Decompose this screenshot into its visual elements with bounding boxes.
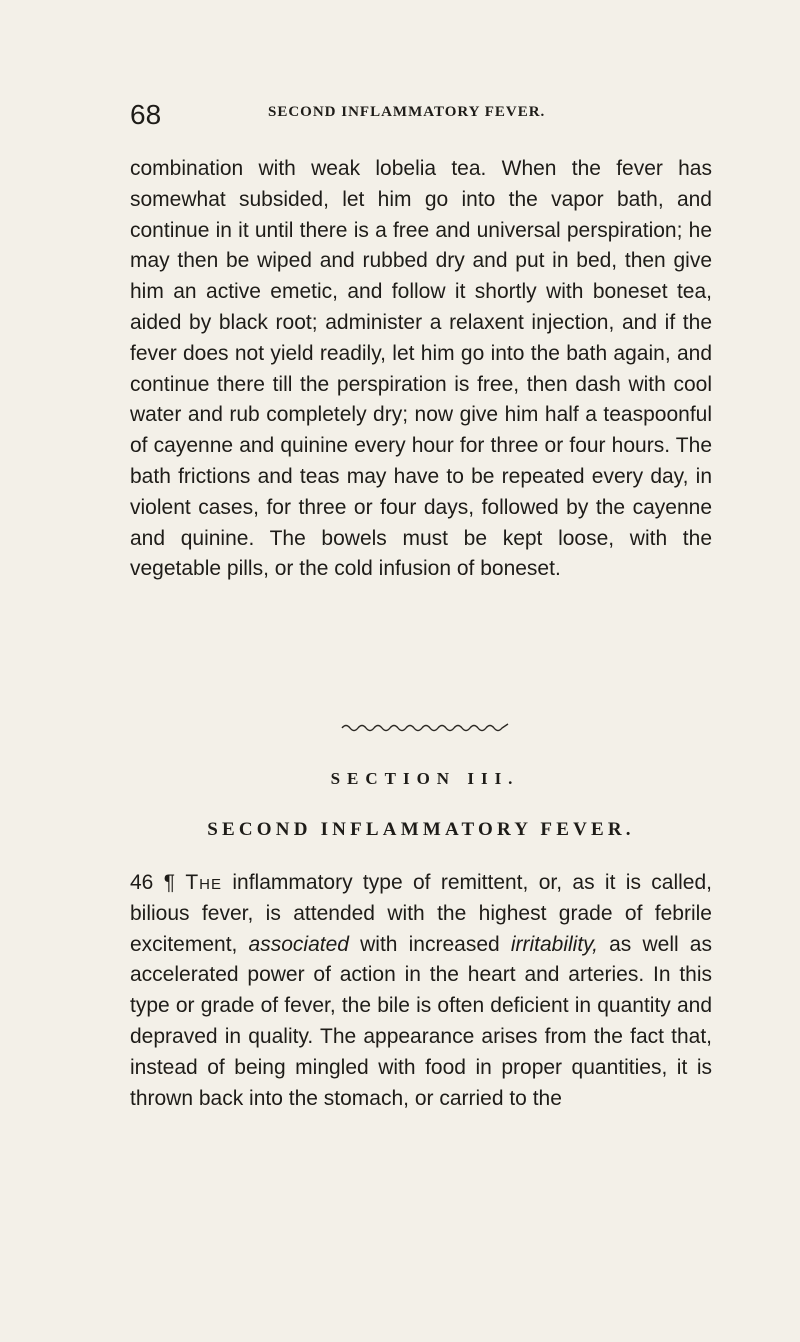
wavy-rule-ornament <box>340 720 510 734</box>
italic-term: irritability, <box>510 932 598 956</box>
text-segment: inflammatory type of remittent, or, as it is called, bilious fever, is attended with the highest grade of febrile excitement, <box>130 871 712 956</box>
page-number: 68 <box>130 99 162 130</box>
paragraph-number: 46 <box>130 871 154 894</box>
lead-word: The <box>185 871 223 894</box>
body-text <box>130 154 712 585</box>
pilcrow-symbol: ¶ <box>163 871 175 894</box>
paragraph: combination with weak lobelia tea. When the fever has somewhat subsided, let him go into the vapor bath, and continue in it until there is a free and universal perspiration; he may then be wiped and rubbed dry and put in bed, then give him an active emetic, and follow it shortly with boneset tea, aided by black root; administer a relaxent injection, and if the fever does not yield readily, let him go into the bath again, and continue there till the perspiration is free, then dash with cool water and rub completely dry; now give him half a teaspoonful of cayenne and quinine every hour for three or four hours. The bath frictions and teas may have to be repeated every day, in violent cases, for three or four days, followed by the cayenne and quinine. The bowels must be kept loose, with the vegetable pills, or the cold infusion of boneset. <box>130 157 712 581</box>
italic-term: associated <box>248 932 349 956</box>
section-text <box>130 868 712 1114</box>
section-title: SECOND INFLAMMATORY FEVER. <box>207 819 635 840</box>
section-label: SECTION III. <box>330 769 520 788</box>
running-title: SECOND INFLAMMATORY FEVER. <box>268 104 546 120</box>
text-segment: with increased <box>348 932 511 956</box>
text-segment: as well as accelerated power of action in the heart and arteries. In this type or grade of fever, the bile is often deficient in quantity and depraved in quality. The appearance arises from the fact that, instead of being mingled with food in proper quantities, it is thrown back into the stomach, or carried to the <box>130 932 712 1110</box>
running-head <box>130 98 710 138</box>
section-paragraph <box>130 868 712 1114</box>
